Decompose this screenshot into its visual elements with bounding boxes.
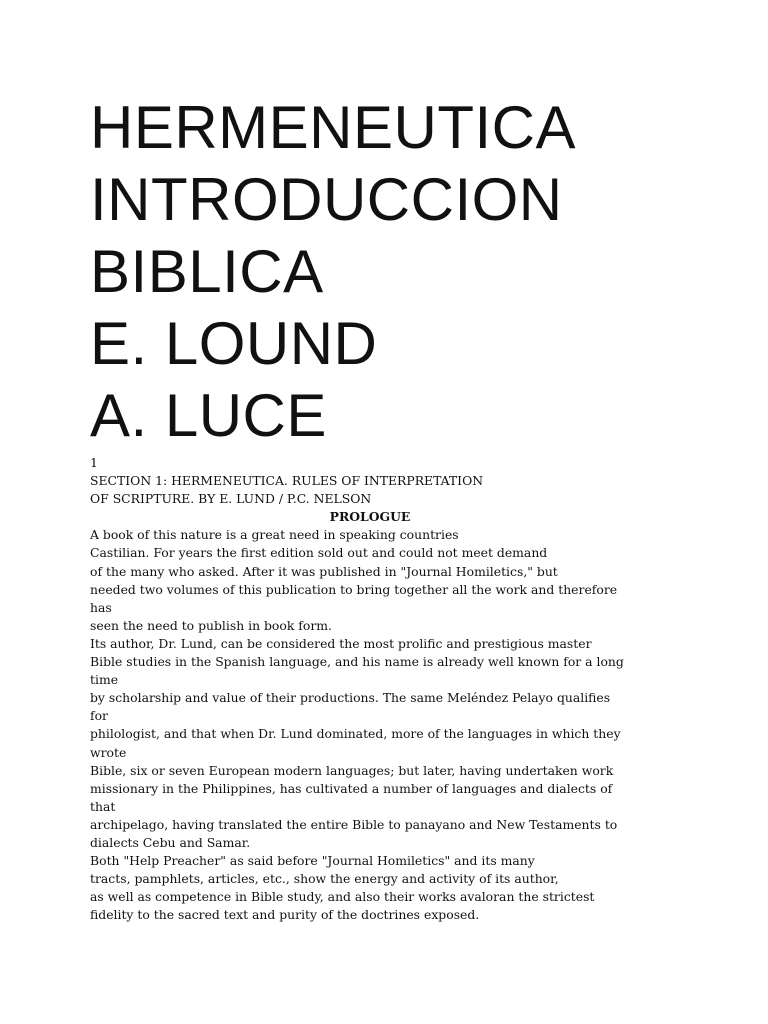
body-line: as well as competence in Bible study, and also their works avaloran the strictest bbox=[90, 889, 595, 905]
body-line: fidelity to the sacred text and purity of the doctrines exposed. bbox=[90, 907, 480, 923]
body-line: missionary in the Philippines, has cultivated a number of languages and dialects of bbox=[90, 780, 613, 796]
prologue-heading: PROLOGUE bbox=[329, 509, 411, 525]
body-line: seen the need to publish in book form. bbox=[90, 617, 332, 633]
title-line-1: HERMENEUTICA bbox=[90, 94, 577, 161]
title-line-3: BIBLICA bbox=[90, 238, 324, 305]
document-page bbox=[90, 92, 650, 924]
title-line-5: A. LUCE bbox=[90, 382, 327, 449]
body-line: of the many who asked. After it was published in "Journal Homiletics," but bbox=[90, 563, 558, 579]
body-line: wrote bbox=[90, 744, 127, 760]
body-line: by scholarship and value of their productions. The same Meléndez Pelayo qualifies bbox=[90, 690, 611, 706]
body-line: for bbox=[90, 708, 108, 724]
body-line: archipelago, having translated the entire Bible to panayano and New Testaments to bbox=[90, 816, 618, 832]
prologue-paragraph bbox=[90, 526, 650, 924]
body-line: Bible studies in the Spanish language, and his name is already well known for a long bbox=[90, 654, 624, 670]
body-line: needed two volumes of this publication to bring together all the work and therefore bbox=[90, 581, 618, 597]
document-title bbox=[90, 92, 650, 452]
body-line: dialects Cebu and Samar. bbox=[90, 834, 251, 850]
title-line-4: E. LOUND bbox=[90, 310, 378, 377]
section-heading-line-1: SECTION 1: HERMENEUTICA. RULES OF INTERPRETATION bbox=[90, 473, 484, 489]
body-line: that bbox=[90, 798, 116, 814]
body-line: philologist, and that when Dr. Lund dominated, more of the languages in which they bbox=[90, 726, 621, 742]
body-line: time bbox=[90, 672, 119, 688]
body-line: Both "Help Preacher" as said before "Journal Homiletics" and its many bbox=[90, 853, 535, 869]
section-heading-line-2: OF SCRIPTURE. BY E. LUND / P.C. NELSON bbox=[90, 491, 372, 507]
body-line: Its author, Dr. Lund, can be considered the most prolific and prestigious master bbox=[90, 635, 592, 651]
body-line: has bbox=[90, 599, 112, 615]
body-line: Castilian. For years the first edition sold out and could not meet demand bbox=[90, 545, 548, 561]
document-body bbox=[90, 454, 650, 924]
body-line: A book of this nature is a great need in speaking countries bbox=[90, 527, 459, 543]
body-line: Bible, six or seven European modern languages; but later, having undertaken work bbox=[90, 762, 614, 778]
title-line-2: INTRODUCCION bbox=[90, 166, 563, 233]
page-number: 1 bbox=[90, 455, 98, 470]
body-line: tracts, pamphlets, articles, etc., show the energy and activity of its author, bbox=[90, 871, 559, 887]
